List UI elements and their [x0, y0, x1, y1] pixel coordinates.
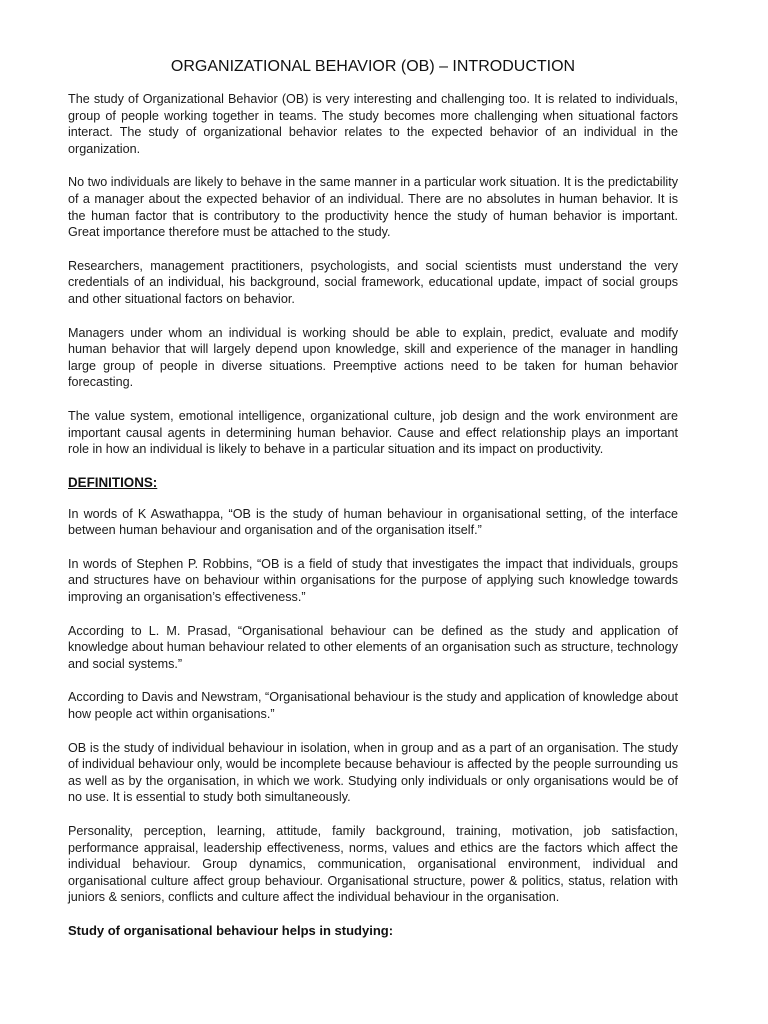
intro-paragraph: The study of Organizational Behavior (OB) is very interesting and challenging too. It is related to individuals, group of people working together in teams. The study becomes more challenging when situational factors interact. The study of organizational behavior relates to the expected behavior of an individual in the organization. [68, 92, 678, 156]
intro-paragraph: No two individuals are likely to behave in the same manner in a particular work situation. It is the predictability of a manager about the expected behavior of an individual. There are no absolutes in human behavior. It is the human factor that is contributory to the productivity hence the study of human behavior is important. Great importance therefore must be attached to the study. [68, 175, 678, 240]
intro-paragraph: Managers under whom an individual is working should be able to explain, predict, evaluate and modify human behavior that will largely depend upon knowledge, skill and experience of the manager in handling large group of people in diverse situations. Preemptive actions need to be taken for human behavior forecasting. [68, 325, 678, 390]
definition-paragraph: In words of Stephen P. Robbins, “OB is a field of study that investigates the impact that individuals, groups and structures have on behaviour within organisations for the purpose of applying such knowledge towards improving an organisation’s effectiveness.” [68, 556, 678, 605]
definition-paragraph: According to L. M. Prasad, “Organisational behaviour can be defined as the study and application of knowledge about human behaviour related to other elements of an organisation such as structure, technology and social systems.” [68, 623, 678, 671]
document-page [68, 58, 678, 938]
definition-paragraph: OB is the study of individual behaviour in isolation, when in group and as a part of an organisation. The study of individual behaviour only, would be incomplete because behaviour is affected by the people surrounding us as well as by the organisation, in which we work. Studying only individuals or only organisations would be of no use. It is essential to study both simultaneously. [68, 740, 678, 805]
definitions-heading: DEFINITIONS: [68, 474, 158, 490]
definition-paragraph: According to Davis and Newstram, “Organisational behaviour is the study and application of knowledge about how people act within organisations.” [68, 690, 678, 722]
intro-paragraph: The value system, emotional intelligence, organizational culture, job design and the work environment are important causal agents in determining human behavior. Cause and effect relationship plays an important role in how an individual is likely to behave in a particular situation and its impact on productivity. [68, 408, 678, 457]
intro-paragraph: Researchers, management practitioners, psychologists, and social scientists must understand the very credentials of an individual, his background, social framework, educational update, impact of social groups and other situational factors on behavior. [68, 258, 678, 306]
document-title: ORGANIZATIONAL BEHAVIOR (OB) – INTRODUCTION [170, 58, 576, 75]
definition-paragraph: In words of K Aswathappa, “OB is the study of human behaviour in organisational setting, of the interface between human behaviour and organisation and of the organisation itself.” [68, 506, 678, 538]
study-heading: Study of organisational behaviour helps in studying: [68, 922, 394, 938]
definition-paragraph: Personality, perception, learning, attitude, family background, training, motivation, job satisfaction, performance appraisal, leadership effectiveness, norms, values and ethics are the factors which affect the individual behaviour. Group dynamics, communication, organisational environment, individual and organisational culture affect group behaviour. Organisational structure, power & politics, status, relation with juniors & seniors, conflicts and culture affect the individual behaviour in the organisation. [68, 824, 678, 905]
